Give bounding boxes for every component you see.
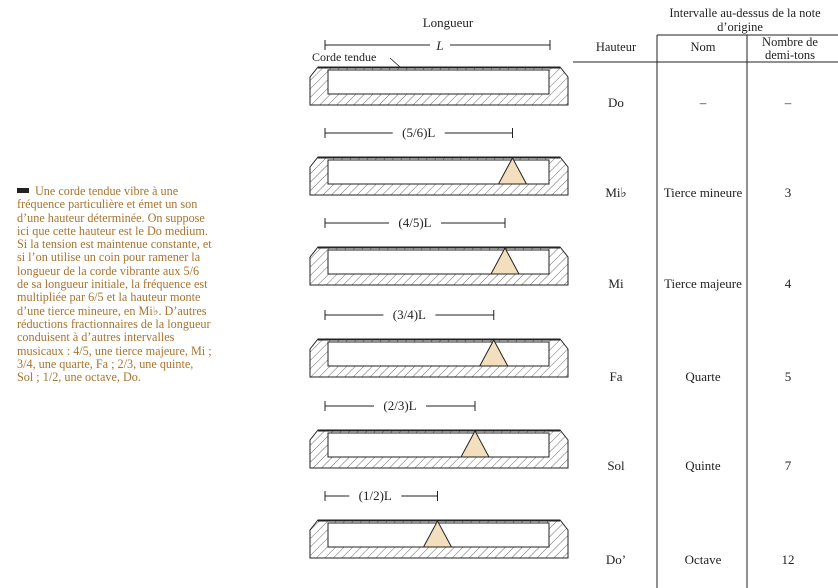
interval-name: Tierce mineure bbox=[663, 185, 743, 200]
longueur-label: Longueur bbox=[422, 15, 474, 30]
col-demitons-header-line1: Nombre de bbox=[762, 35, 818, 49]
string-row bbox=[310, 307, 791, 384]
corde-tendue-label: Corde tendue bbox=[312, 50, 377, 64]
interval-name: Octave bbox=[684, 552, 722, 567]
full-length-label: L bbox=[436, 38, 444, 53]
length-label: (5/6)L bbox=[402, 125, 436, 140]
length-label: (3/4)L bbox=[392, 307, 426, 322]
interval-name: – bbox=[699, 95, 707, 110]
semitone-count: 12 bbox=[781, 552, 795, 567]
note-name: Do’ bbox=[605, 552, 627, 567]
note-name: Mi♭ bbox=[605, 185, 627, 200]
col-hauteur-header: Hauteur bbox=[595, 40, 637, 54]
note-name: Do bbox=[608, 95, 624, 110]
string-row bbox=[310, 67, 792, 110]
length-label: (2/3)L bbox=[383, 398, 417, 413]
semitone-count: 4 bbox=[784, 276, 792, 291]
header-group-line1: Intervalle au-dessus de la note bbox=[669, 6, 821, 20]
string-row bbox=[310, 488, 795, 567]
corde-tendue-pointer bbox=[390, 58, 400, 67]
string-box-opening bbox=[328, 70, 549, 94]
rows-layer bbox=[310, 67, 795, 567]
note-name: Sol bbox=[607, 458, 625, 473]
interval-name: Quinte bbox=[685, 458, 721, 473]
string-box-opening bbox=[328, 433, 549, 457]
interval-name: Tierce majeure bbox=[664, 276, 742, 291]
caption-body: Une corde tendue vibre à une fréquence particulière et émet un son d’une hauteur déterminée. On suppose ici que cette hauteur est le Do medium. Si la tension est maintenue constante, et si l’on utilise un coin pour ramener la longueur de la corde vibrante aux 5/6 de sa longueur initiale, la fréquence est multipliée par 6/5 et la hauteur monte d’une tierce mineure, en Mi♭. D’autres réductions fractionnaires de la longueur conduisent à d’autres intervalles musicaux : 4/5, une tierce majeure, Mi ; 3/4, une quarte, Fa ; 2/3, une quinte, Sol ; 1/2, une octave, Do. bbox=[17, 184, 212, 385]
string-box-opening bbox=[328, 342, 549, 366]
string-row bbox=[310, 215, 792, 291]
semitone-count: 3 bbox=[784, 185, 792, 200]
col-nom-header: Nom bbox=[690, 40, 716, 54]
length-label: (4/5)L bbox=[398, 215, 432, 230]
string-row bbox=[310, 125, 791, 200]
note-name: Fa bbox=[609, 369, 623, 384]
header-group-line2: d’origine bbox=[717, 20, 763, 34]
length-label: (1/2)L bbox=[358, 488, 392, 503]
string-row bbox=[310, 398, 792, 473]
interval-name: Quarte bbox=[685, 369, 721, 384]
col-demitons-header-line2: demi-tons bbox=[765, 48, 815, 62]
note-name: Mi bbox=[608, 276, 624, 291]
semitone-count: 5 bbox=[784, 369, 792, 384]
semitone-count: 7 bbox=[784, 458, 792, 473]
semitone-count: – bbox=[784, 95, 792, 110]
